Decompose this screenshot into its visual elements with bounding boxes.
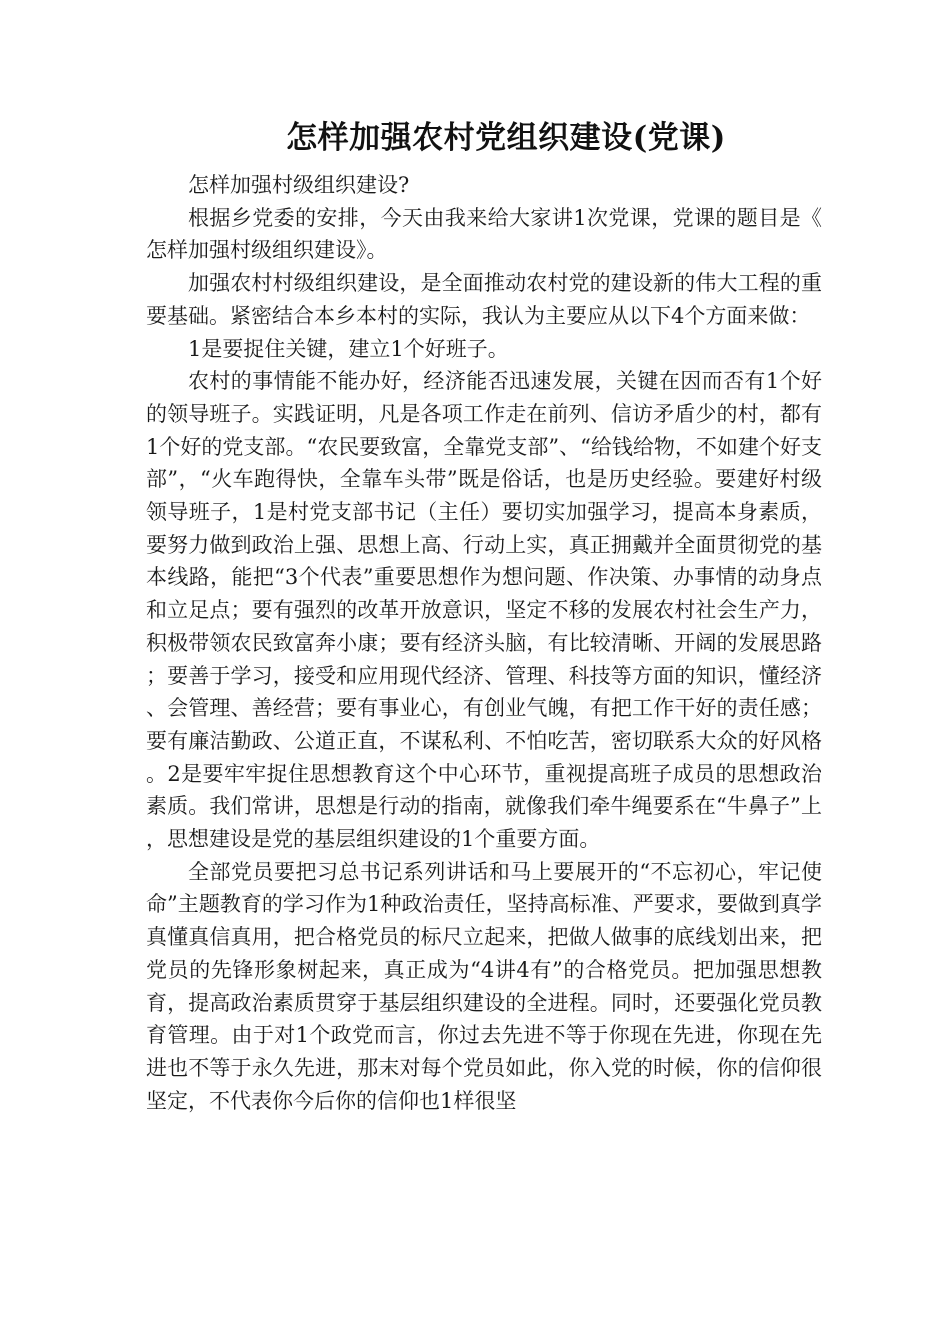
paragraph-3: 加强农村村级组织建设，是全面推动农村党的建设新的伟大工程的重要基础。紧密结合本乡本村的实际，我认为主要应从以下4个方面来做： bbox=[146, 271, 822, 328]
document-title: 怎样加强农村党组织建设(党课) bbox=[286, 120, 726, 156]
paragraph-5: 农村的事情能不能办好，经济能否迅速发展，关键在因而否有1个好的领导班子。实践证明，凡是各项工作走在前列、信访矛盾少的村，都有1个好的党支部。“农民要致富，全靠党支部”、“给钱给物，不如建个好支部”，“火车跑得快，全靠车头带”既是俗话，也是历史经验。要建好村级领导班子，1是村党支部书记（主任）要切实加强学习，提高本身素质，要努力做到政治上强、思想上高、行动上实，真正拥戴并全面贯彻党的基本线路，能把“3个代表”重要思想作为想问题、作决策、办事情的动身点和立足点；要有强烈的改革开放意识，坚定不移的发展农村社会生产力，积极带领农民致富奔小康；要有经济头脑，有比较清晰、开阔的发展思路；要善于学习，接受和应用现代经济、管理、科技等方面的知识，懂经济、会管理、善经营；要有事业心，有创业气魄，有把工作干好的责任感；要有廉洁勤政、公道正直，不谋私利、不怕吃苦，密切联系大众的好风格。2是要牢牢捉住思想教育这个中心环节，重视提高班子成员的思想政治素质。我们常讲，思想是行动的指南，就像我们牵牛绳要系在“牛鼻子”上，思想建设是党的基层组织建设的1个重要方面。 bbox=[146, 369, 822, 852]
paragraph-1: 怎样加强村级组织建设? bbox=[188, 173, 410, 197]
paragraph-4: 1是要捉住关键，建立1个好班子。 bbox=[188, 336, 509, 361]
document-body bbox=[146, 169, 822, 1117]
paragraph-2: 根据乡党委的安排，今天由我来给大家讲1次党课，党课的题目是《怎样加强村级组织建设》。 bbox=[146, 205, 822, 263]
paragraph-6: 全部党员要把习总书记系列讲话和马上要展开的“不忘初心，牢记使命”主题教育的学习作为1种政治责任，坚持高标准、严要求，要做到真学真懂真信真用，把合格党员的标尺立起来，把做人做事的底线划出来，把党员的先锋形象树起来，真正成为“4讲4有”的合格党员。把加强思想教育，提高政治素质贯穿于基层组织建设的全进程。同时，还要强化党员教育管理。由于对1个政党而言，你过去先进不等于你现在先进，你现在先进也不等于永久先进，那末对每个党员如此，你入党的时候，你的信仰很坚定，不代表你今后你的信仰也1样很坚 bbox=[146, 859, 822, 1113]
